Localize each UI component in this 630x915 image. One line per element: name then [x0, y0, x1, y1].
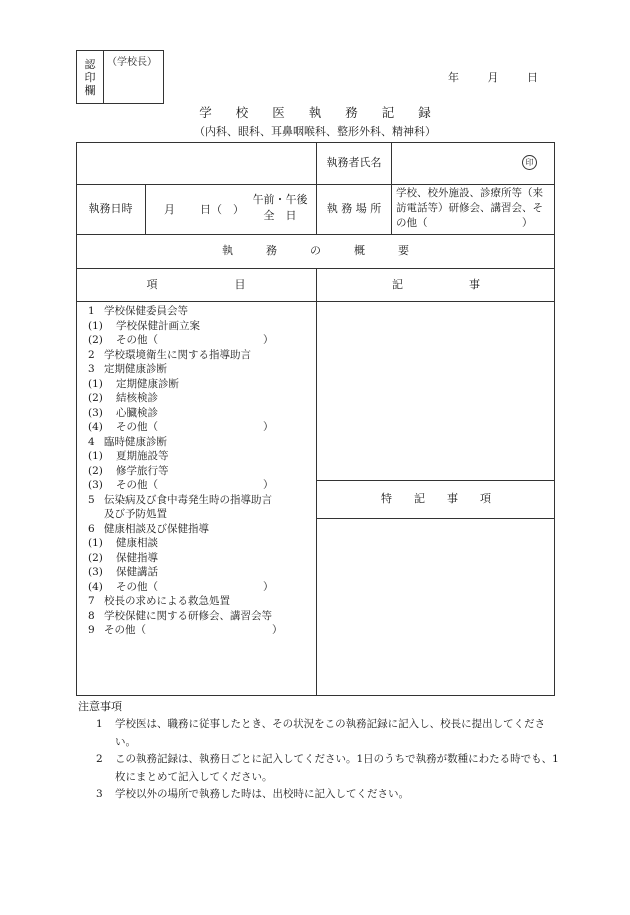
item-text: 定期健康診断 [104, 363, 167, 375]
list-item [88, 420, 313, 435]
item-number: 1 [88, 305, 95, 317]
list-item [88, 565, 313, 580]
note-number: 2 [96, 753, 103, 765]
item-number: (2) [88, 464, 103, 477]
column-record-header: 記 事 [392, 277, 480, 291]
principal-label: （学校長） [107, 57, 157, 68]
item-text: 保健指導 [116, 551, 158, 564]
item-number: (2) [88, 551, 103, 564]
item-number: (1) [88, 450, 103, 462]
item-number: 9 [88, 624, 95, 636]
item-number: 2 [88, 348, 95, 361]
list-item [88, 362, 313, 377]
month-label: 月 [487, 71, 499, 84]
item-text: 学校環境衛生に関する指導助言 [104, 348, 251, 361]
item-text: 校長の求めによる救急処置 [104, 595, 230, 607]
work-date-field[interactable] [146, 184, 316, 234]
list-item [88, 377, 313, 392]
item-number: (4) [88, 421, 103, 433]
time-allday: 全 日 [263, 209, 297, 222]
item-text: その他（ ） [116, 580, 274, 593]
list-item [88, 449, 313, 464]
list-item [88, 319, 313, 334]
summary-header: 執 務 の 概 要 [222, 244, 409, 257]
list-item [88, 507, 313, 522]
list-item [88, 522, 313, 537]
item-text: その他（ ） [116, 479, 274, 491]
item-number: 6 [88, 522, 95, 535]
seal-icon: 印 [522, 155, 537, 170]
year-label: 年 [448, 71, 459, 84]
time-ampm: 午前・午後 [252, 193, 308, 206]
note-number: 3 [96, 788, 103, 800]
item-text: 健康相談 [116, 537, 158, 549]
note-item [96, 786, 566, 804]
item-text: その他（ ） [116, 421, 274, 433]
list-item [88, 333, 313, 348]
work-date-label: 執務日時 [88, 202, 133, 215]
page-subtitle: （内科、眼科、耳鼻咽喉科、整形外科、精神科） [194, 125, 436, 138]
item-number: (1) [88, 537, 103, 549]
special-notes-header: 特 記 事 項 [381, 492, 491, 505]
work-place-label: 執 務 場 所 [326, 202, 382, 215]
item-number: (1) [88, 319, 103, 332]
item-text: その他（ ） [104, 624, 283, 636]
item-list [88, 304, 313, 638]
notes-title: 注意事項 [78, 700, 122, 713]
list-item [88, 623, 313, 638]
note-text: この執務記録は、執務日ごとに記入してください。1日のうちで執務が数種にわたる時でも、1枚にまとめて記入してください。 [115, 753, 559, 783]
list-item [88, 594, 313, 609]
note-text: 学校医は、職務に従事したとき、その状況をこの執務記録に記入し、校長に提出してください。 [115, 718, 546, 748]
list-item [88, 536, 313, 551]
list-item [88, 391, 313, 406]
worker-name-label: 執務者氏名 [326, 156, 382, 169]
list-item [88, 478, 313, 493]
item-text: 伝染病及び食中毒発生時の指導助言 [104, 493, 272, 506]
item-text: 修学旅行等 [116, 464, 169, 477]
item-number: (3) [88, 566, 103, 578]
item-number: (2) [88, 334, 103, 346]
list-item [88, 551, 313, 566]
item-number: (2) [88, 392, 103, 404]
item-number: 8 [88, 609, 95, 622]
special-notes-area[interactable] [317, 519, 555, 695]
day-label: 日 [527, 71, 538, 84]
worker-name-field[interactable] [392, 142, 555, 184]
item-text: 保健講話 [116, 566, 158, 578]
item-number: 5 [88, 493, 95, 506]
item-text: 心臓検診 [116, 406, 158, 419]
list-item [88, 580, 313, 595]
item-text: 健康相談及び保健指導 [104, 522, 209, 535]
list-item [88, 304, 313, 319]
list-item [88, 493, 313, 508]
list-item [88, 609, 313, 624]
item-number: (1) [88, 377, 103, 390]
item-text: 学校保健委員会等 [104, 305, 188, 317]
list-item [88, 348, 313, 363]
notes-list [96, 716, 566, 804]
record-area[interactable] [317, 302, 555, 480]
list-item [88, 406, 313, 421]
date-day: 日（ ） [200, 203, 244, 216]
item-text: 結核検診 [116, 392, 158, 404]
item-text: 臨時健康診断 [104, 435, 167, 448]
page-title: 学校医執務記録 [199, 105, 455, 120]
item-number: 7 [88, 595, 95, 607]
work-place-options[interactable]: 学校、校外施設、診療所等（来訪電話等）研修会、講習会、その他（ ） [396, 187, 543, 229]
note-item [96, 751, 566, 786]
item-number: 3 [88, 363, 95, 375]
note-item [96, 716, 566, 751]
note-number: 1 [96, 718, 103, 730]
item-text: 学校保健に関する研修会、講習会等 [104, 609, 272, 622]
item-number: (3) [88, 479, 103, 491]
date-month: 月 [164, 203, 175, 216]
note-text: 学校以外の場所で執務した時は、出校時に記入してください。 [115, 788, 409, 800]
approval-stamp-box [76, 50, 164, 104]
list-item [88, 464, 313, 479]
item-text: 定期健康診断 [116, 377, 179, 390]
date-line [448, 69, 538, 85]
approval-label: 認印欄 [77, 51, 104, 103]
item-number: 4 [88, 435, 95, 448]
item-text: 及び予防処置 [104, 508, 167, 520]
item-text: 夏期施設等 [116, 450, 169, 462]
list-item [88, 435, 313, 450]
item-number: (3) [88, 406, 103, 419]
item-number: (4) [88, 580, 103, 593]
column-item-header: 項 目 [146, 277, 246, 291]
item-text: 学校保健計画立案 [116, 319, 200, 332]
item-text: その他（ ） [116, 334, 274, 346]
